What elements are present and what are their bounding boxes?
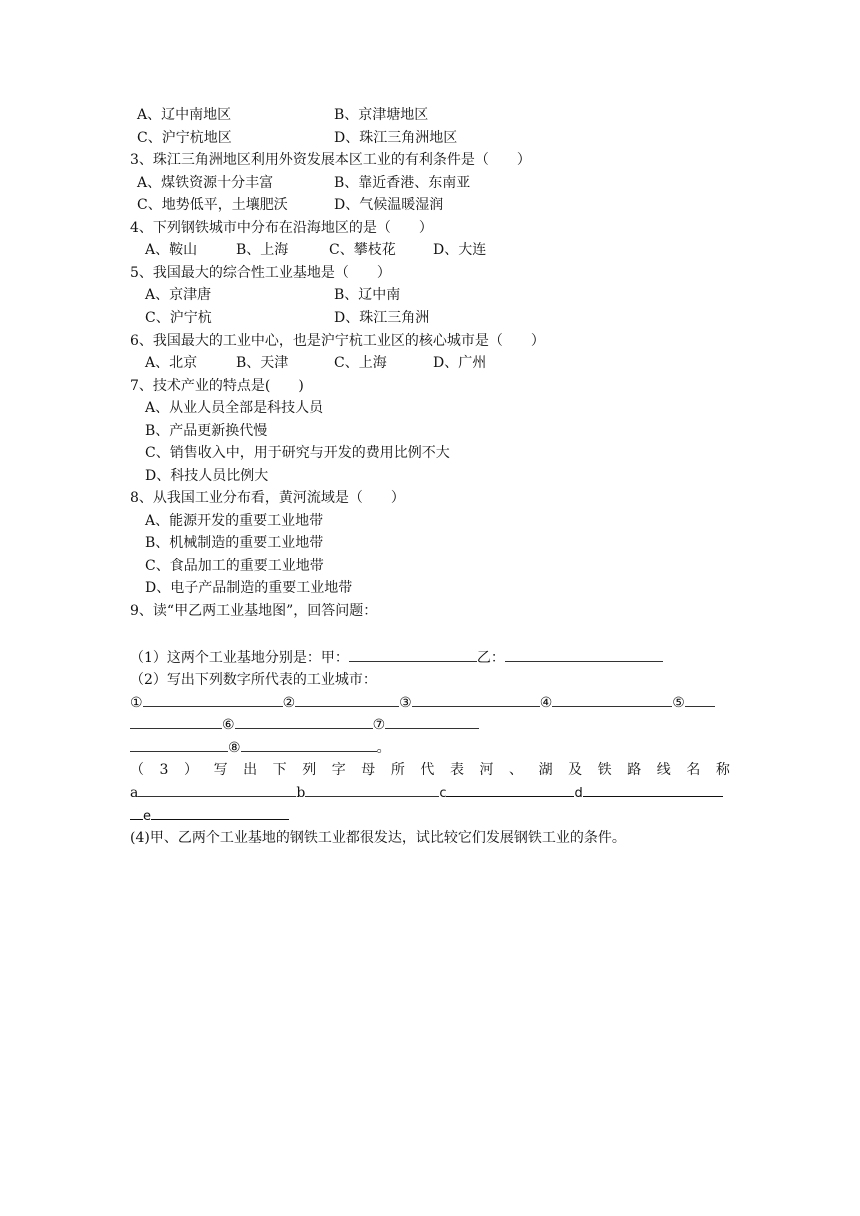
- answer-blank-city-7[interactable]: [385, 714, 479, 729]
- q6-stem: 6、我国最大的工业中心，也是沪宁杭工业区的核心城市是（ ）: [130, 333, 545, 349]
- q8-stem: 8、从我国工业分布看，黄河流域是（ ）: [130, 490, 405, 506]
- q5-stem: 5、我国最大的综合性工业基地是（ ）: [130, 265, 391, 281]
- p3-char: 名: [686, 762, 701, 778]
- answer-blank-city-2[interactable]: [295, 692, 399, 707]
- q7-option-d: D、科技人员比例大: [145, 468, 269, 484]
- answer-blank-letter-d2[interactable]: [130, 805, 143, 820]
- q4-option-b: B、上海: [236, 242, 289, 258]
- letter-b: b: [296, 785, 306, 801]
- q4-stem: 4、下列钢铁城市中分布在沿海地区的是（ ）: [130, 220, 433, 236]
- answer-blank-yi[interactable]: [505, 647, 663, 662]
- q3-option-b: B、靠近香港、东南亚: [334, 175, 471, 191]
- answer-blank-city-3[interactable]: [412, 692, 540, 707]
- p3-char: （: [130, 762, 144, 778]
- end-period: 。: [376, 740, 391, 756]
- q2-option-a: A、辽中南地区: [137, 107, 232, 123]
- answer-blank-city-5b[interactable]: [130, 714, 222, 729]
- q9-city-row-2: [130, 714, 479, 736]
- letter-a: a: [130, 785, 139, 801]
- q5-option-d: D、珠江三角洲: [334, 310, 430, 326]
- p3-char: 3: [159, 762, 169, 778]
- q7-option-c: C、销售收入中，用于研究与开发的费用比例不大: [145, 445, 450, 461]
- num-5: ⑤: [672, 695, 685, 711]
- q5-option-b: B、辽中南: [334, 287, 401, 303]
- p3-char: 、: [509, 762, 524, 778]
- q2-option-d: D、珠江三角洲地区: [334, 130, 458, 146]
- p3-char: 湖: [538, 762, 553, 778]
- q9-part1: [130, 647, 663, 669]
- p3-char: 铁: [597, 762, 612, 778]
- answer-blank-letter-c[interactable]: [446, 782, 574, 797]
- q8-option-a: A、能源开发的重要工业地带: [145, 513, 324, 529]
- q9-part2: （2）写出下列数字所代表的工业城市：: [130, 672, 377, 688]
- p3-char: 河: [479, 762, 494, 778]
- q3-option-d: D、气候温暖湿润: [334, 197, 444, 213]
- q9-letter-row-2: [130, 805, 289, 827]
- num-1: ①: [130, 695, 143, 711]
- p3-char: 字: [331, 762, 346, 778]
- num-4: ④: [539, 695, 553, 711]
- answer-blank-city-8b[interactable]: [241, 737, 377, 752]
- q6-option-c: C、上海: [334, 355, 387, 371]
- q6-option-a: A、北京: [145, 355, 198, 371]
- answer-blank-letter-a[interactable]: [138, 782, 296, 797]
- num-2: ②: [282, 695, 296, 711]
- q9-part3-heading: [130, 759, 730, 781]
- q7-option-a: A、从业人员全部是科技人员: [145, 400, 324, 416]
- q6-option-b: B、天津: [236, 355, 289, 371]
- num-3: ③: [399, 695, 412, 711]
- q5-option-a: A、京津唐: [145, 287, 212, 303]
- answer-blank-city-8a[interactable]: [130, 737, 228, 752]
- num-8: ⑧: [228, 740, 241, 756]
- q3-stem: 3、珠江三角洲地区利用外资发展本区工业的有利条件是（ ）: [130, 152, 531, 168]
- q3-option-c: C、地势低平，土壤肥沃: [137, 197, 288, 213]
- q4-option-d: D、大连: [433, 242, 487, 258]
- q4-option-c: C、攀枝花: [329, 242, 396, 258]
- q9-part1-label: （1）这两个工业基地分别是：甲：: [130, 650, 349, 666]
- num-6: ⑥: [222, 717, 235, 733]
- answer-blank-city-5a[interactable]: [685, 692, 715, 707]
- q3-option-a: A、煤铁资源十分丰富: [137, 175, 274, 191]
- q2-option-c: C、沪宁杭地区: [137, 130, 232, 146]
- q9-stem: 9、读“甲乙两工业基地图”，回答问题：: [130, 603, 378, 619]
- p3-char: 代: [420, 762, 435, 778]
- q7-stem: 7、技术产业的特点是( ): [130, 378, 304, 394]
- q4-option-a: A、鞍山: [145, 242, 198, 258]
- letter-e: e: [143, 809, 151, 824]
- p3-char: 表: [449, 762, 464, 778]
- q9-part4: (4)甲、乙两个工业基地的钢铁工业都很发达，试比较它们发展钢铁工业的条件。: [130, 830, 626, 846]
- answer-blank-letter-b[interactable]: [305, 782, 439, 797]
- answer-blank-letter-e[interactable]: [151, 805, 289, 820]
- p3-char: 母: [361, 762, 376, 778]
- letter-c: c: [439, 786, 447, 801]
- letter-d: d: [574, 786, 583, 801]
- p3-char: 列: [302, 762, 317, 778]
- p3-char: 写: [213, 762, 228, 778]
- num-7: ⑦: [372, 717, 386, 733]
- p3-char: ）: [184, 762, 199, 778]
- answer-blank-jia[interactable]: [349, 647, 477, 662]
- p3-char: 出: [243, 762, 258, 778]
- q5-option-c: C、沪宁杭: [145, 310, 212, 326]
- p3-char: 所: [390, 762, 405, 778]
- p3-char: 下: [272, 762, 287, 778]
- q2-option-b: B、京津塘地区: [334, 107, 429, 123]
- answer-blank-city-4[interactable]: [552, 692, 672, 707]
- q6-option-d: D、广州: [433, 355, 487, 371]
- answer-blank-city-1[interactable]: [143, 692, 283, 707]
- q9-city-row-1: [130, 692, 715, 714]
- answer-blank-city-6[interactable]: [235, 714, 373, 729]
- q8-option-c: C、食品加工的重要工业地带: [145, 558, 324, 574]
- q8-option-b: B、机械制造的重要工业地带: [145, 535, 324, 551]
- q9-city-row-3: [130, 737, 391, 759]
- q8-option-d: D、电子产品制造的重要工业地带: [145, 580, 353, 596]
- p3-char: 线: [656, 762, 671, 778]
- p3-char: 及: [568, 762, 583, 778]
- p3-char: 路: [627, 762, 642, 778]
- q9-part1-yi-label: 乙：: [476, 650, 505, 666]
- p3-char: 称: [715, 762, 730, 778]
- q9-letter-row-1: [130, 782, 723, 804]
- q7-option-b: B、产品更新换代慢: [145, 423, 268, 439]
- answer-blank-letter-d[interactable]: [583, 782, 723, 797]
